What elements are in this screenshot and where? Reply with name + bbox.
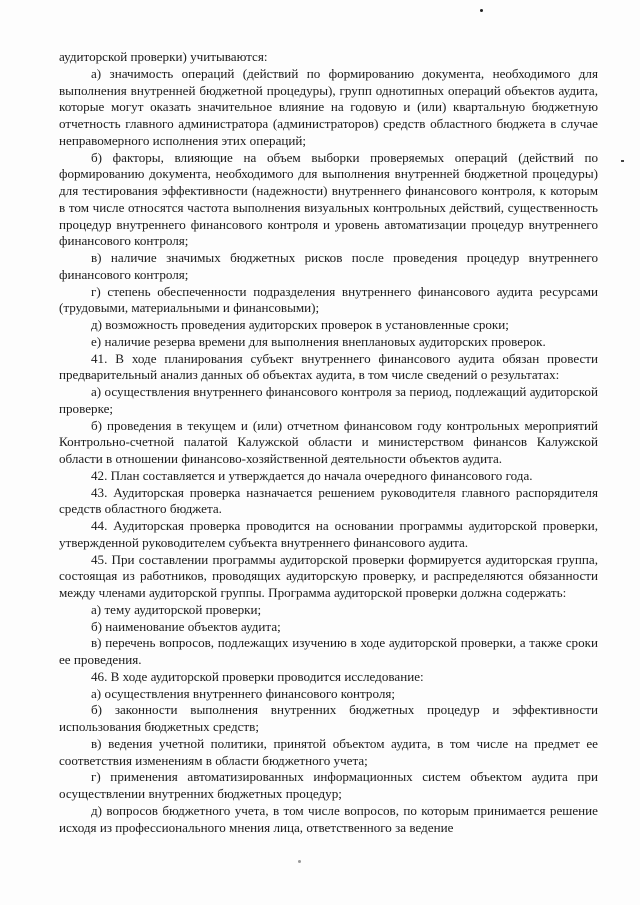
paragraph-continuation: аудиторской проверки) учитываются:	[59, 49, 268, 64]
paragraph-clause-45-v: в) перечень вопросов, подлежащих изучению в ходе аудиторской проверки, а также сроки ее проведения.	[59, 635, 598, 667]
paragraph-clause-45: 45. При составлении программы аудиторской проверки формируется аудиторская группа, состоящая из работников, проводящих аудиторскую проверку, и распределяются обязанности между членами аудиторской группы. Программа аудиторской проверки должна содержать:	[59, 551, 598, 600]
paragraph-clause-46-b: б) законности выполнения внутренних бюджетных процедур и эффективности использования бюджетных средств;	[59, 702, 598, 734]
paragraph-clause-43: 43. Аудиторская проверка назначается решением руководителя главного распорядителя средств областного бюджета.	[59, 484, 598, 517]
paragraph-clause-42: 42. План составляется и утверждается до начала очередного финансового года.	[91, 467, 533, 483]
paragraph-clause-46-a: а) осуществления внутреннего финансового контроля;	[91, 685, 396, 701]
paragraph-clause-45-b: б) наименование объектов аудита;	[91, 618, 281, 634]
paragraph-item-a-significance: а) значимость операций (действий по формированию документа, необходимого для выполнения внутренней бюджетной процедуры), групп однотипных операций объектов аудита, которые могут оказать значительное влияние на годовую и (или) квартальную бюджетную отчетность главного администратора (администраторов) средств областного бюджета в случае неправомерного исполнения этих операций;	[59, 65, 598, 148]
paragraph-clause-44: 44. Аудиторская проверка проводится на основании программы аудиторской проверки, утвержденной руководителем субъекта внутреннего финансового аудита.	[59, 518, 598, 550]
scan-artifact-dot	[480, 9, 483, 12]
paragraph-clause-41: 41. В ходе планирования субъект внутреннего финансового аудита обязан провести предварительный анализ данных об объектах аудита, в том числе сведений о результатах:	[59, 350, 598, 383]
paragraph-item-g-resources: г) степень обеспеченности подразделения внутреннего финансового аудита ресурсами (трудовыми, материальными и финансовыми);	[59, 283, 598, 316]
paragraph-clause-41-b: б) проведения в текущем и (или) отчетном финансовом году контрольных мероприятий Контрольно-счетной палатой Калужской области и министерством финансов Калужской области в отношении финансово-хозяйственной деятельности объектов аудита.	[59, 417, 598, 466]
paragraph-item-b-factors: б) факторы, влияющие на объем выборки проверяемых операций (действий по формированию документа, необходимого для выполнения внутренней бюджетной процедуры) для тестирования эффективности (надежности) внутреннего финансового контроля, к которым в том числе относятся частота выполнения визуальных контрольных действий, существенность процедур внутреннего финансового контроля и уровень автоматизации процедур внутреннего финансового контроля;	[59, 149, 598, 249]
paragraph-item-v-risks: в) наличие значимых бюджетных рисков после проведения процедур внутреннего финансового контроля;	[59, 250, 598, 282]
paragraph-clause-46-g: г) применения автоматизированных информационных систем объектом аудита при осуществлении внутренних бюджетных процедур;	[59, 769, 598, 801]
scan-artifact-tick	[621, 160, 624, 162]
paragraph-clause-46-v: в) ведения учетной политики, принятой объектом аудита, в том числе на предмет ее соответствия изменениям в области бюджетного учета;	[59, 735, 598, 768]
paragraph-clause-46: 46. В ходе аудиторской проверки проводится исследование:	[91, 668, 424, 684]
scan-artifact-mark	[298, 860, 301, 863]
paragraph-item-e-reserve: е) наличие резерва времени для выполнения внеплановых аудиторских проверок.	[91, 333, 546, 349]
document-body	[59, 49, 598, 836]
paragraph-clause-41-a: а) осуществления внутреннего финансового контроля за период, подлежащий аудиторской проверке;	[59, 384, 598, 416]
paragraph-item-d-possibility: д) возможность проведения аудиторских проверок в установленные сроки;	[91, 317, 509, 332]
paragraph-clause-45-a: а) тему аудиторской проверки;	[91, 601, 262, 617]
paragraph-clause-46-d: д) вопросов бюджетного учета, в том числе вопросов, по которым принимается решение исходя из профессионального мнения лица, ответственного за ведение	[59, 802, 598, 835]
